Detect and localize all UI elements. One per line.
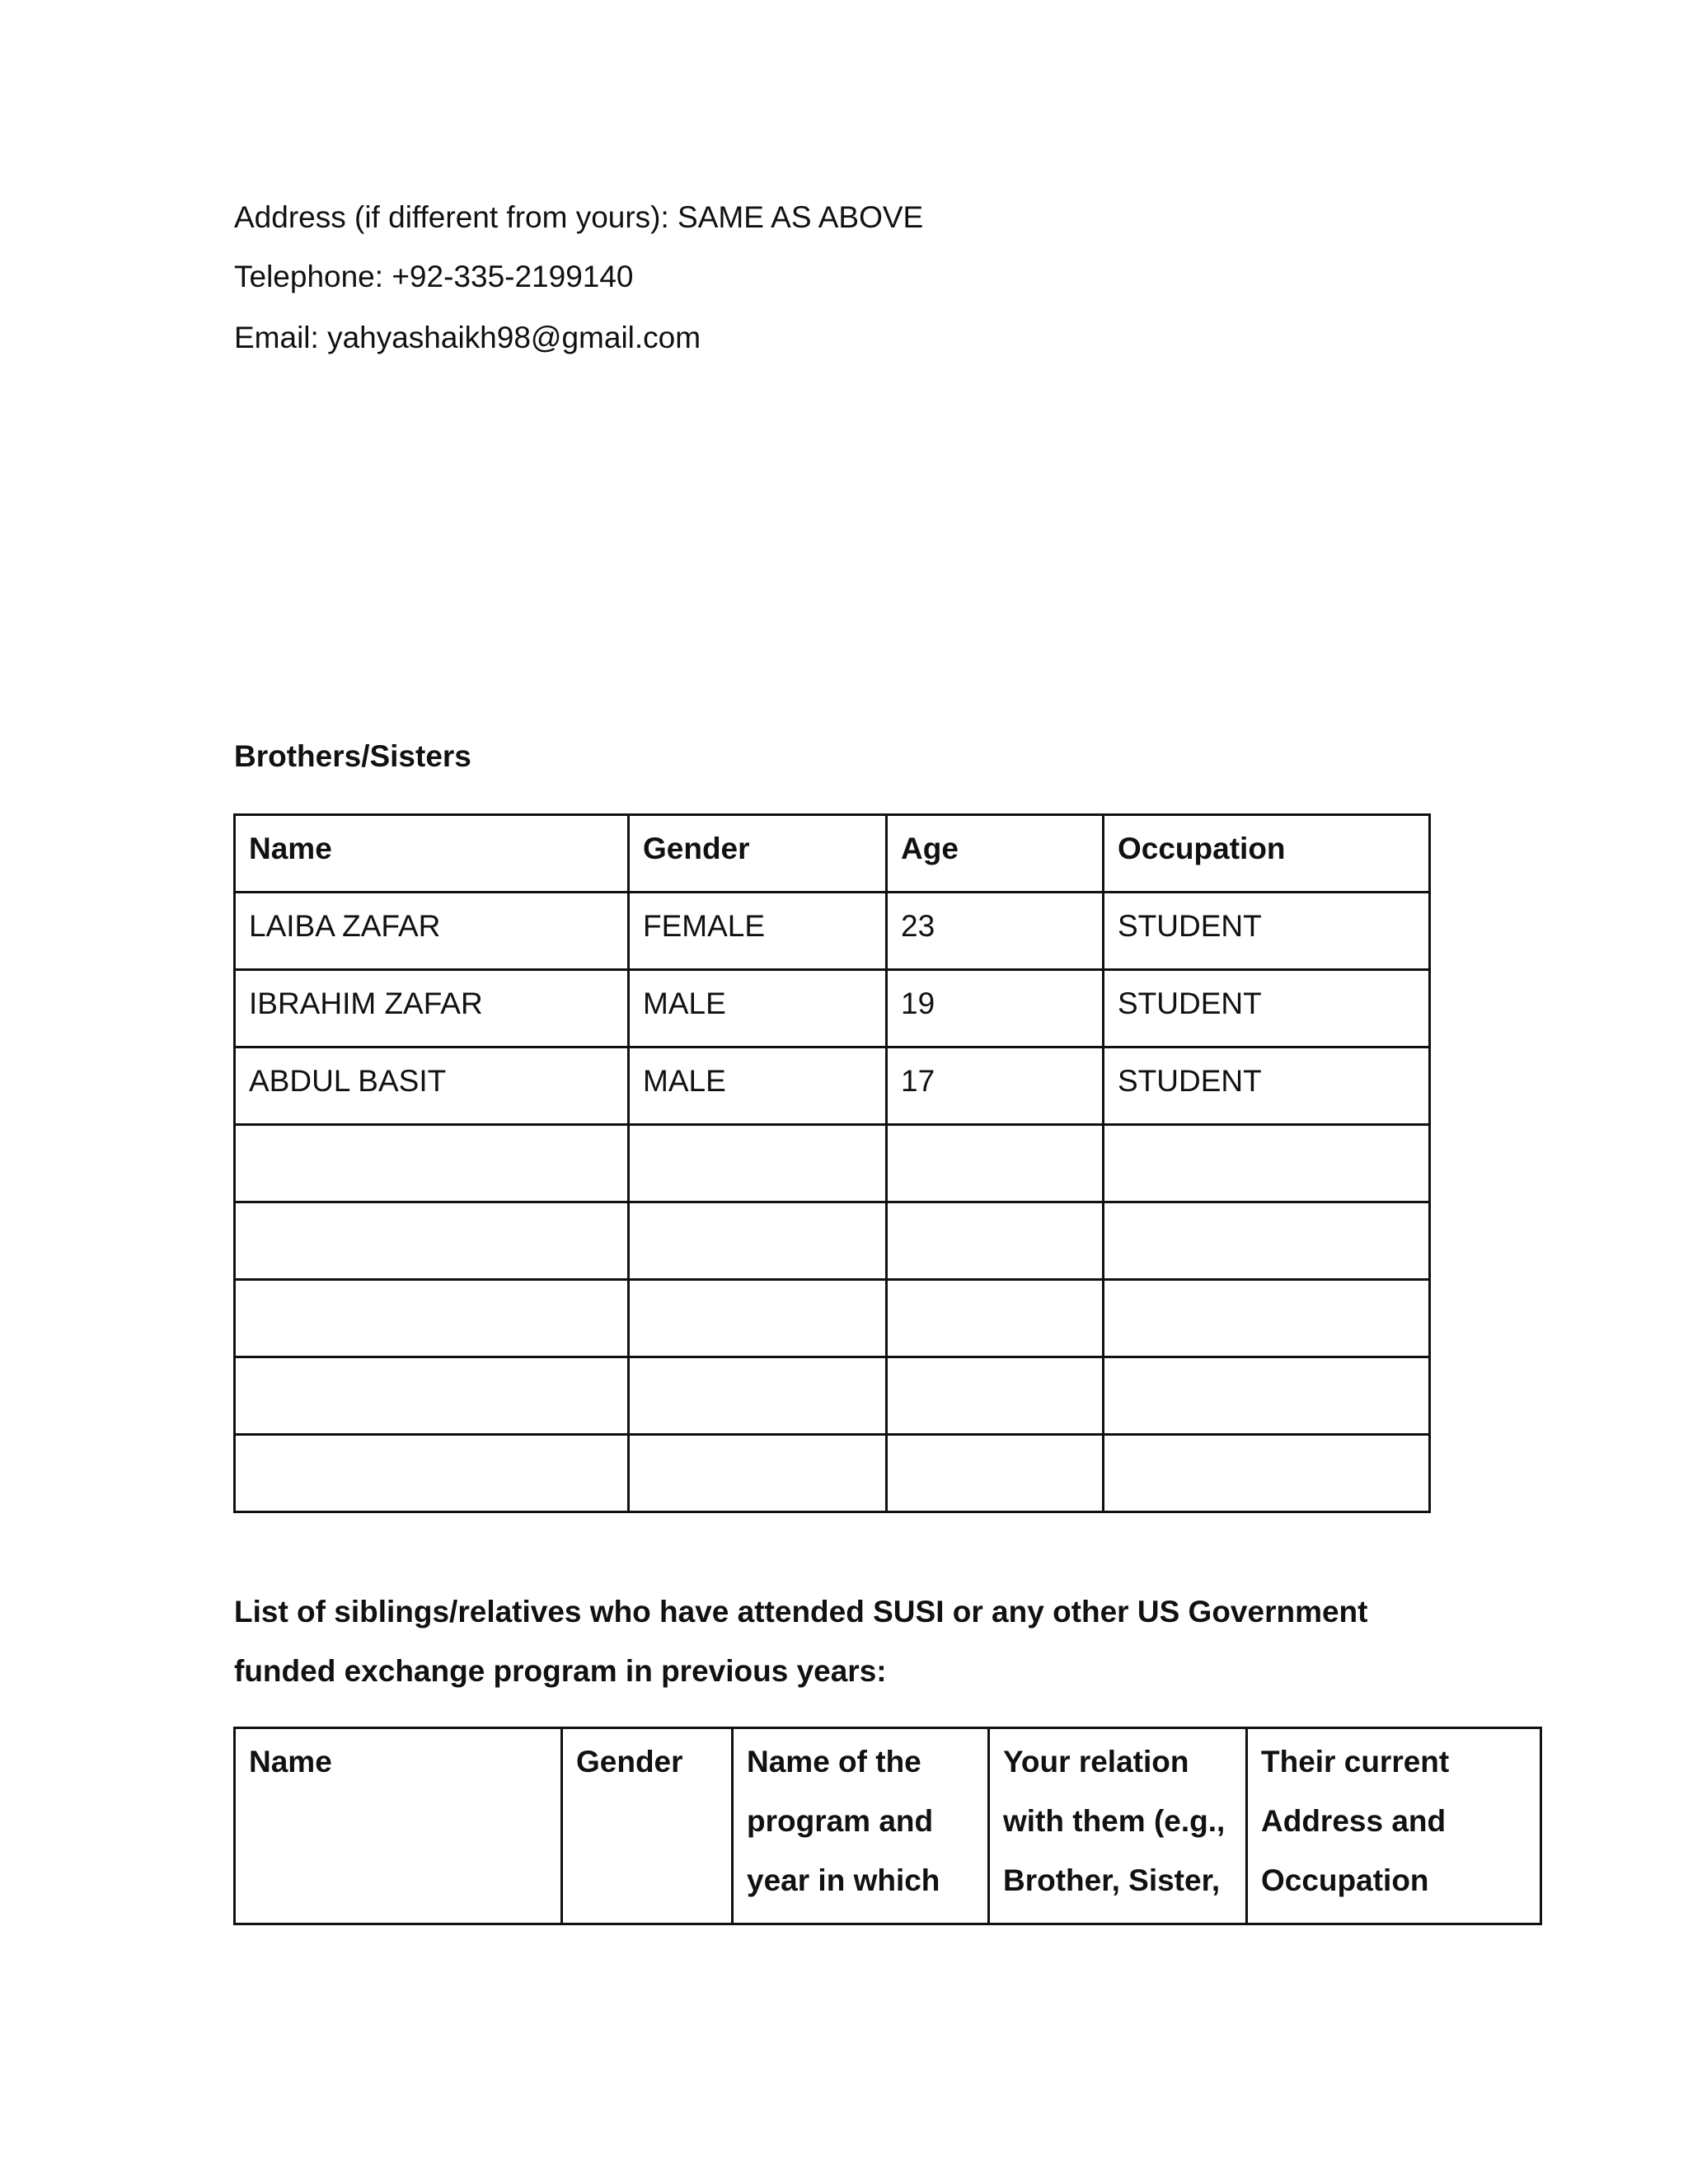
column-header-name: Name [235, 815, 629, 893]
table-row [235, 1202, 1430, 1280]
siblings-heading: Brothers/Sisters [234, 739, 471, 773]
column-header-age: Age [887, 815, 1104, 893]
column-header-gender: Gender [629, 815, 887, 893]
column-header-occupation: Occupation [1104, 815, 1430, 893]
telephone-line: Telephone: +92-335-2199140 [234, 260, 634, 293]
cell-age[interactable] [887, 1125, 1104, 1202]
cell-name[interactable] [235, 1280, 629, 1357]
cell-gender[interactable]: MALE [629, 970, 887, 1047]
table-row [235, 1357, 1430, 1435]
relatives-heading: List of siblings/relatives who have attended SUSI or any other US Government funded exchange program in previous years: [234, 1595, 1368, 1688]
cell-age[interactable] [887, 1202, 1104, 1280]
cell-name[interactable] [235, 1435, 629, 1512]
cell-age[interactable]: 17 [887, 1047, 1104, 1125]
relatives-header-row [235, 1728, 1541, 1924]
siblings-table [233, 813, 1431, 1513]
email-line: Email: yahyashaikh98@gmail.com [234, 321, 701, 354]
relatives-table [233, 1727, 1542, 1925]
column-header-name: Name [235, 1728, 562, 1924]
cell-occupation[interactable]: STUDENT [1104, 893, 1430, 970]
cell-gender[interactable] [629, 1202, 887, 1280]
table-row [235, 1125, 1430, 1202]
cell-age[interactable] [887, 1435, 1104, 1512]
column-header-gender: Gender [562, 1728, 733, 1924]
cell-name[interactable]: IBRAHIM ZAFAR [235, 970, 629, 1047]
table-row [235, 1435, 1430, 1512]
cell-occupation[interactable] [1104, 1435, 1430, 1512]
table-row [235, 1280, 1430, 1357]
column-header-address-occupation: Their current Address and Occupation [1247, 1728, 1541, 1924]
cell-gender[interactable] [629, 1280, 887, 1357]
cell-gender[interactable] [629, 1435, 887, 1512]
cell-name[interactable] [235, 1125, 629, 1202]
column-header-relation: Your relation with them (e.g., Brother, Sister, [989, 1728, 1247, 1924]
cell-gender[interactable]: MALE [629, 1047, 887, 1125]
cell-occupation[interactable]: STUDENT [1104, 970, 1430, 1047]
siblings-header-row [235, 815, 1430, 893]
cell-age[interactable] [887, 1280, 1104, 1357]
cell-occupation[interactable] [1104, 1280, 1430, 1357]
cell-gender[interactable] [629, 1125, 887, 1202]
column-header-program: Name of the program and year in which [733, 1728, 989, 1924]
cell-age[interactable]: 19 [887, 970, 1104, 1047]
cell-name[interactable] [235, 1202, 629, 1280]
cell-occupation[interactable] [1104, 1357, 1430, 1435]
cell-age[interactable] [887, 1357, 1104, 1435]
cell-name[interactable]: LAIBA ZAFAR [235, 893, 629, 970]
cell-gender[interactable]: FEMALE [629, 893, 887, 970]
table-row [235, 893, 1430, 970]
cell-age[interactable]: 23 [887, 893, 1104, 970]
cell-name[interactable] [235, 1357, 629, 1435]
cell-occupation[interactable] [1104, 1202, 1430, 1280]
table-row [235, 1047, 1430, 1125]
table-row [235, 970, 1430, 1047]
cell-occupation[interactable] [1104, 1125, 1430, 1202]
cell-occupation[interactable]: STUDENT [1104, 1047, 1430, 1125]
cell-name[interactable]: ABDUL BASIT [235, 1047, 629, 1125]
cell-gender[interactable] [629, 1357, 887, 1435]
address-line: Address (if different from yours): SAME AS ABOVE [234, 200, 924, 234]
